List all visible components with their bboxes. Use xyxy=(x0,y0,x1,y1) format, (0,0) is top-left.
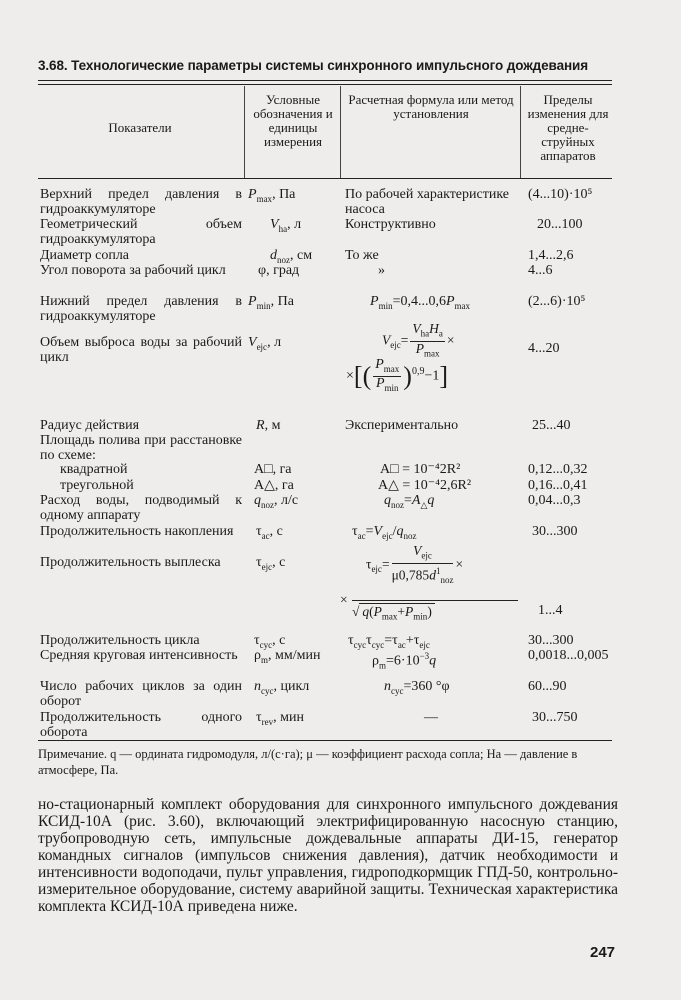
row-name: Геометрический объем гидроаккумулятора xyxy=(40,217,242,247)
row-unit: A△, га xyxy=(254,478,294,493)
row-name: Угол поворота за рабочий цикл xyxy=(40,263,226,278)
row-range: 0,16...0,41 xyxy=(528,478,588,493)
table-title: 3.68. Технологические параметры системы синхронного импульсного дождевания xyxy=(38,58,589,73)
row-method: $q_{noz}=A_\triangle q$ xyxy=(384,493,435,510)
row-range: 0,12...0,32 xyxy=(528,462,588,477)
row-method: То же xyxy=(345,248,379,263)
formula-tejc-3: √ $q(P_{max}+P_{min})$ xyxy=(352,604,435,622)
row-name: Число рабочих циклов за один оборот xyxy=(40,679,242,709)
row-method: — xyxy=(424,710,438,725)
row-name: Радиус действия xyxy=(40,418,140,433)
row-name: Площадь полива при расстановке по схеме: xyxy=(40,433,242,463)
row-range: 30...750 xyxy=(532,710,578,725)
row-range: 30...300 xyxy=(528,633,574,648)
row-name: Средняя круговая интенсивность xyxy=(40,648,238,663)
row-method: » xyxy=(378,263,385,278)
row-method: Конструктивно xyxy=(345,217,436,232)
row-unit: $\tau_{ejc}$, с xyxy=(256,555,286,572)
row-range: 25...40 xyxy=(532,418,571,433)
row-method: $\tau_{ac}=V_{ejc}/q_{noz}$ xyxy=(352,524,417,541)
row-method: $\rho_m=6\cdot 10^{-3}q$ xyxy=(372,651,437,671)
row-range: 4...20 xyxy=(528,341,560,356)
row-method: Экспериментально xyxy=(345,418,459,433)
row-range: 20...100 xyxy=(537,217,583,232)
row-unit: $P_{max}$, Па xyxy=(248,187,296,204)
row-range: 0,0018...0,005 xyxy=(528,648,609,663)
row-unit: $\rho_m$, мм/мин xyxy=(254,648,321,665)
row-name: квадратной xyxy=(60,462,128,477)
header-divider-2 xyxy=(340,86,341,178)
row-method: $n_{cyc}=360$ °φ xyxy=(384,679,450,696)
row-range: (4...10)·10⁵ xyxy=(528,187,593,202)
table-note: Примечание. q — ордината гидромодуля, л/(с·га); μ — коэффициент расхода сопла; Hа — давление в атмосфере, Па. xyxy=(38,747,578,777)
row-method: По рабочей характеристике насоса xyxy=(345,187,510,217)
body-paragraph: но-стационарный комплект оборудования для синхронного импульсного дождевания КСИД-10А (рис. 3.60), включающий электрифицированную насосную станцию, трубопроводную сеть, импульсные дождевальные аппараты ДИ-15, генератор командных сигналов (импульсов снижения давления), датчик необходимости и интенсивности водоподачи, пульт управления, гидроподкормщик ГПД-50, контрольно-измерительное оборудование, систему аварийной защиты. Техническая характеристика комплекта КСИД-10А приведена ниже. xyxy=(38,796,618,915)
header-bottom-rule xyxy=(38,178,612,179)
row-unit: φ, град xyxy=(258,263,300,278)
formula-vejc: $V_{ejc}=$ $\frac{V_{ha}H_a}{P_{max}}$ × xyxy=(382,321,455,359)
row-name: Верхний предел давления в гидроаккумуляторе xyxy=(40,187,242,217)
row-unit: $q_{noz}$, л/с xyxy=(254,493,299,510)
formula-vejc-2: ×[( $\frac{P_{max}}{P_{min}}$ )$^{0,9}$−1] xyxy=(346,357,449,393)
row-unit: $d_{noz}$, см xyxy=(270,248,313,265)
table-bottom-rule xyxy=(38,740,612,741)
row-unit: $\tau_{ac}$, с xyxy=(256,524,283,541)
formula-tejc-2: × xyxy=(340,592,518,608)
row-method: $P_{min}=0,4...0,6P_{max}$ xyxy=(370,294,471,311)
header-col-units: Условные обозначения и единицы измерения xyxy=(253,92,333,149)
row-name: Продолжительность накопления xyxy=(40,524,234,539)
header-col-formula: Расчетная формула или метод установления xyxy=(348,92,514,121)
row-unit: $P_{min}$, Па xyxy=(248,294,294,311)
row-name: Объем выброса воды за рабочий цикл xyxy=(40,335,242,365)
row-range: 4...6 xyxy=(528,263,553,278)
row-method: A△ = 10⁻⁴2,6R² xyxy=(378,478,472,493)
row-range: (2...6)·10⁵ xyxy=(528,294,586,309)
header-col-range: Пределы изменения для средне-струйных аппаратов xyxy=(527,92,609,163)
page-number: 247 xyxy=(590,944,616,961)
row-method: $\tau_{cyc}\tau_{cyc}=\tau_{ac}+\tau_{ejc}$ xyxy=(348,633,430,650)
row-name: Продолжительность выплеска xyxy=(40,555,221,570)
header-divider-3 xyxy=(520,86,521,178)
row-name: Продолжительность цикла xyxy=(40,633,200,648)
row-range: 30...300 xyxy=(532,524,578,539)
row-name: треугольной xyxy=(60,478,134,493)
row-name: Расход воды, подводимый к одному аппарату xyxy=(40,493,242,523)
row-unit: $n_{cyc}$, цикл xyxy=(254,679,310,696)
header-divider-1 xyxy=(244,86,245,178)
row-unit: R, м xyxy=(256,418,281,433)
row-unit: $V_{ejc}$, л xyxy=(248,335,282,352)
table-top-rule-2 xyxy=(38,84,612,85)
row-range: 0,04...0,3 xyxy=(528,493,581,508)
row-name: Продолжительность одного оборота xyxy=(40,710,242,740)
row-unit: $V_{ha}$, л xyxy=(270,217,302,234)
table-top-rule xyxy=(38,80,612,81)
row-unit: $\tau_{rev}$, мин xyxy=(256,710,304,727)
row-range: 60...90 xyxy=(528,679,567,694)
header-col-indicator: Показатели xyxy=(108,120,172,135)
row-unit: $\tau_{cyc}$, с xyxy=(254,633,286,650)
row-range: 1...4 xyxy=(538,603,563,618)
row-unit: A□, га xyxy=(254,462,292,477)
row-method: A□ = 10⁻⁴2R² xyxy=(380,462,461,477)
row-name: Нижний предел давления в гидроаккумуляторе xyxy=(40,294,242,324)
formula-tejc: $\tau_{ejc}=$ $\frac{V_{ejc}}{\mu 0,785d^1_{noz}}$ × xyxy=(366,543,464,585)
row-name: Диаметр сопла xyxy=(40,248,130,263)
row-range: 1,4...2,6 xyxy=(528,248,574,263)
